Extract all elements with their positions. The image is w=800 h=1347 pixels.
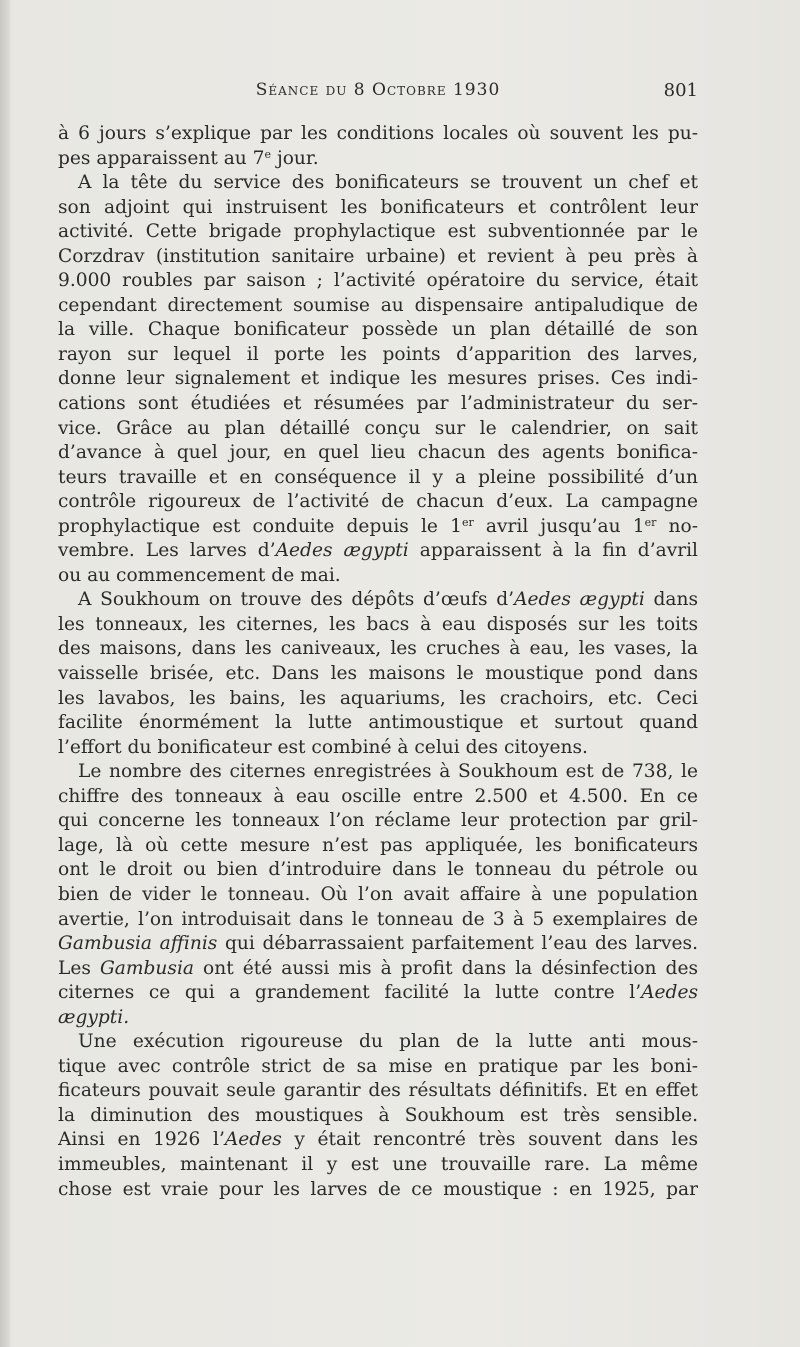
text-line: cependant directement soumise au dispensaire antipaludique de (58, 294, 698, 316)
text-line: les lavabos, les bains, les aquariums, les crachoirs, etc. Ceci (58, 687, 698, 709)
text-line: 9.000 roubles par saison ; l’activité opératoire du service, était (58, 270, 698, 292)
text-line: les tonneaux, les citernes, les bacs à eau disposés sur les toits (58, 613, 698, 635)
text-line: la ville. Chaque bonificateur possède un plan détaillé de son (58, 319, 698, 341)
text-line: ficateurs pouvait seule garantir des résultats définitifs. Et en effet (58, 1080, 698, 1102)
italic-term: Aedes (641, 982, 698, 1004)
italic-term: Aedes ægypti (514, 589, 645, 611)
text-line: facilite énormément la lutte antimoustique et surtout quand (58, 712, 698, 734)
text-line: Une exécution rigoureuse du plan de la lutte anti mous- (78, 1031, 698, 1053)
text-line: vembre. Les larves d’Aedes ægypti apparaissent à la fin d’avril (58, 540, 698, 562)
superscript: er (644, 515, 657, 529)
italic-term: Gambusia (99, 957, 194, 979)
running-title-pre: Séance du (255, 80, 348, 100)
text-line: pes apparaissent au 7e jour. (58, 147, 319, 169)
text-line: citernes ce qui a grandement facilité la lutte contre l’Aedes (58, 982, 698, 1004)
text-line: vaisselle brisée, etc. Dans les maisons le moustique pond dans (58, 663, 698, 685)
text-line: teurs travaille et en conséquence il y a pleine possibilité d’un (58, 466, 698, 488)
text-line: avertie, l’on introduisait dans le tonneau de 3 à 5 exemplaires de (58, 908, 698, 930)
italic-term: Gambusia affinis (58, 933, 218, 955)
text-line: vice. Grâce au plan détaillé conçu sur le calendrier, on sait (58, 417, 698, 439)
text-line: à 6 jours s’explique par les conditions locales où souvent les pu- (58, 123, 698, 144)
text-line: Les Gambusia ont été aussi mis à profit dans la désinfection des (58, 957, 698, 979)
text-line: A Soukhoum on trouve des dépôts d’œufs d’Aedes ægypti dans (78, 589, 698, 611)
text-line: son adjoint qui instruisent les bonificateurs et contrôlent leur (58, 196, 698, 218)
text-line: rayon sur lequel il porte les points d’apparition des larves, (58, 343, 698, 365)
page-number: 801 (663, 80, 698, 101)
text-line: Corzdrav (institution sanitaire urbaine) et revient à peu près à (58, 245, 698, 267)
text-line: chose est vraie pour les larves de ce moustique : en 1925, par (58, 1178, 698, 1200)
text-line: donne leur signalement et indique les mesures prises. Ces indi- (58, 368, 698, 390)
text-line: cations sont étudiées et résumées par l’administrateur du ser- (58, 393, 698, 415)
text-line: immeubles, maintenant il y est une trouvaille rare. La même (58, 1153, 698, 1175)
running-title-num: 8 (353, 80, 366, 100)
text-line: Ainsi en 1926 l’Aedes y était rencontré très souvent dans les (58, 1129, 698, 1151)
text-line: A la tête du service des bonificateurs se trouvent un chef et (78, 172, 698, 194)
text-line: bien de vider le tonneau. Où l’on avait affaire à une population (58, 883, 698, 905)
text-line: activité. Cette brigade prophylactique est subventionnée par le (58, 221, 698, 243)
text-line: la diminution des moustiques à Soukhoum est très sensible. (58, 1104, 698, 1126)
text-line: contrôle rigoureux de l’activité de chacun d’eux. La campagne (58, 491, 698, 513)
body-text (58, 122, 698, 1202)
text-line: qui concerne les tonneaux l’on réclame leur protection par gril- (58, 810, 698, 832)
text-line: tique avec contrôle strict de sa mise en pratique par les boni- (58, 1055, 698, 1077)
superscript: e (264, 147, 272, 161)
text-line (58, 1006, 698, 1031)
running-title (58, 80, 698, 100)
superscript: er (461, 515, 474, 529)
italic-term: ægypti. (58, 1006, 130, 1028)
text-line: Le nombre des citernes enregistrées à Soukhoum est de 738, le (78, 761, 698, 783)
italic-term: Aedes ægypti (275, 540, 409, 562)
text-line: ou au commencement de mai. (58, 564, 341, 586)
text-line: l’effort du bonificateur est combiné à celui des citoyens. (58, 736, 588, 758)
page-edge (0, 0, 10, 1347)
running-title-post: Octobre 1930 (372, 80, 501, 100)
text-line: lage, là où cette mesure n’est pas appliquée, les bonificateurs (58, 834, 698, 856)
text-line: prophylactique est conduite depuis le 1er avril jusqu’au 1er no- (58, 515, 698, 537)
text-line: chiffre des tonneaux à eau oscille entre 2.500 et 4.500. En ce (58, 785, 698, 807)
text-line: d’avance à quel jour, en quel lieu chacun des agents bonifica- (58, 442, 698, 464)
running-head (58, 80, 698, 104)
text-line: ont le droit ou bien d’introduire dans le tonneau du pétrole ou (58, 859, 698, 881)
text-line: des maisons, dans les caniveaux, les cruches à eau, les vases, la (58, 638, 698, 660)
italic-term: Aedes (224, 1129, 282, 1151)
text-line: Gambusia affinis qui débarrassaient parfaitement l’eau des larves. (58, 933, 698, 955)
